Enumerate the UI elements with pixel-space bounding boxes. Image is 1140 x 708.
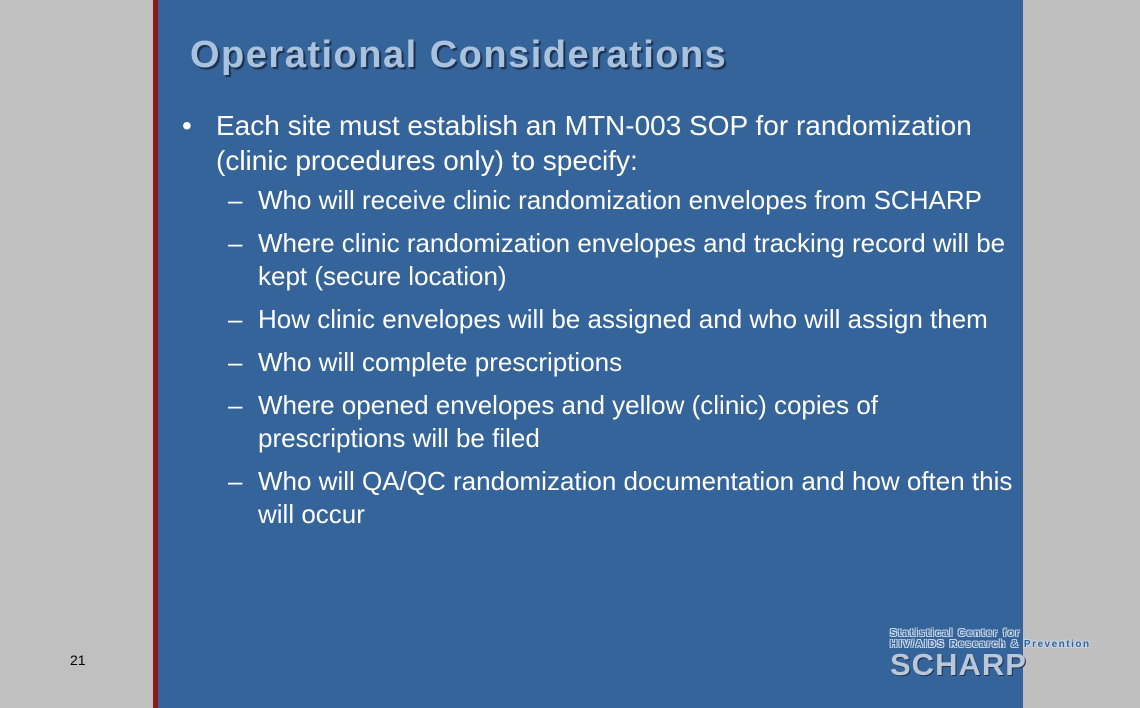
sub-bullet-text: Where clinic randomization envelopes and tracking record will be kept (secure location) bbox=[258, 228, 1006, 291]
sub-bullet-item bbox=[182, 303, 1017, 336]
sub-bullet-text: Who will receive clinic randomization envelopes from SCHARP bbox=[258, 185, 982, 215]
sub-bullet-marker: – bbox=[228, 304, 243, 334]
slide-content bbox=[182, 108, 1017, 541]
sub-bullet-item bbox=[182, 184, 1017, 217]
sub-bullet-text: Who will complete prescriptions bbox=[258, 347, 623, 377]
sub-bullet-marker: – bbox=[228, 228, 243, 258]
page-number: 21 bbox=[70, 652, 86, 668]
logo-line-1: Statistical Center for bbox=[890, 628, 1021, 639]
sub-bullet-item bbox=[182, 346, 1017, 379]
sub-bullet-text: How clinic envelopes will be assigned and who will assign them bbox=[258, 304, 988, 334]
sub-bullet-marker: – bbox=[228, 390, 243, 420]
logo-wordmark: SCHARP bbox=[890, 647, 1027, 682]
sub-bullet-list bbox=[182, 184, 1017, 531]
logo-line-2: HIV/AIDS Research & Prevention bbox=[890, 639, 1091, 650]
sub-bullet-marker: – bbox=[228, 185, 243, 215]
scharp-logo bbox=[890, 628, 1140, 680]
sub-bullet-item bbox=[182, 389, 1017, 455]
slide-main bbox=[158, 0, 1091, 708]
sub-bullet-marker: – bbox=[228, 347, 243, 377]
bullet-item bbox=[182, 108, 1017, 178]
sub-bullet-text: Who will QA/QC randomization documentation and how often this will occur bbox=[258, 466, 1013, 529]
slide-sidebar bbox=[0, 0, 153, 708]
bullet-text: Each site must establish an MTN-003 SOP for randomization (clinic procedures only) to specify: bbox=[216, 110, 972, 176]
sub-bullet-marker: – bbox=[228, 466, 243, 496]
sub-bullet-item bbox=[182, 465, 1017, 531]
sub-bullet-item bbox=[182, 227, 1017, 293]
slide-title: Operational Considerations bbox=[190, 34, 728, 76]
bullet-marker: • bbox=[182, 110, 192, 141]
sub-bullet-text: Where opened envelopes and yellow (clinic) copies of prescriptions will be filed bbox=[258, 390, 879, 453]
